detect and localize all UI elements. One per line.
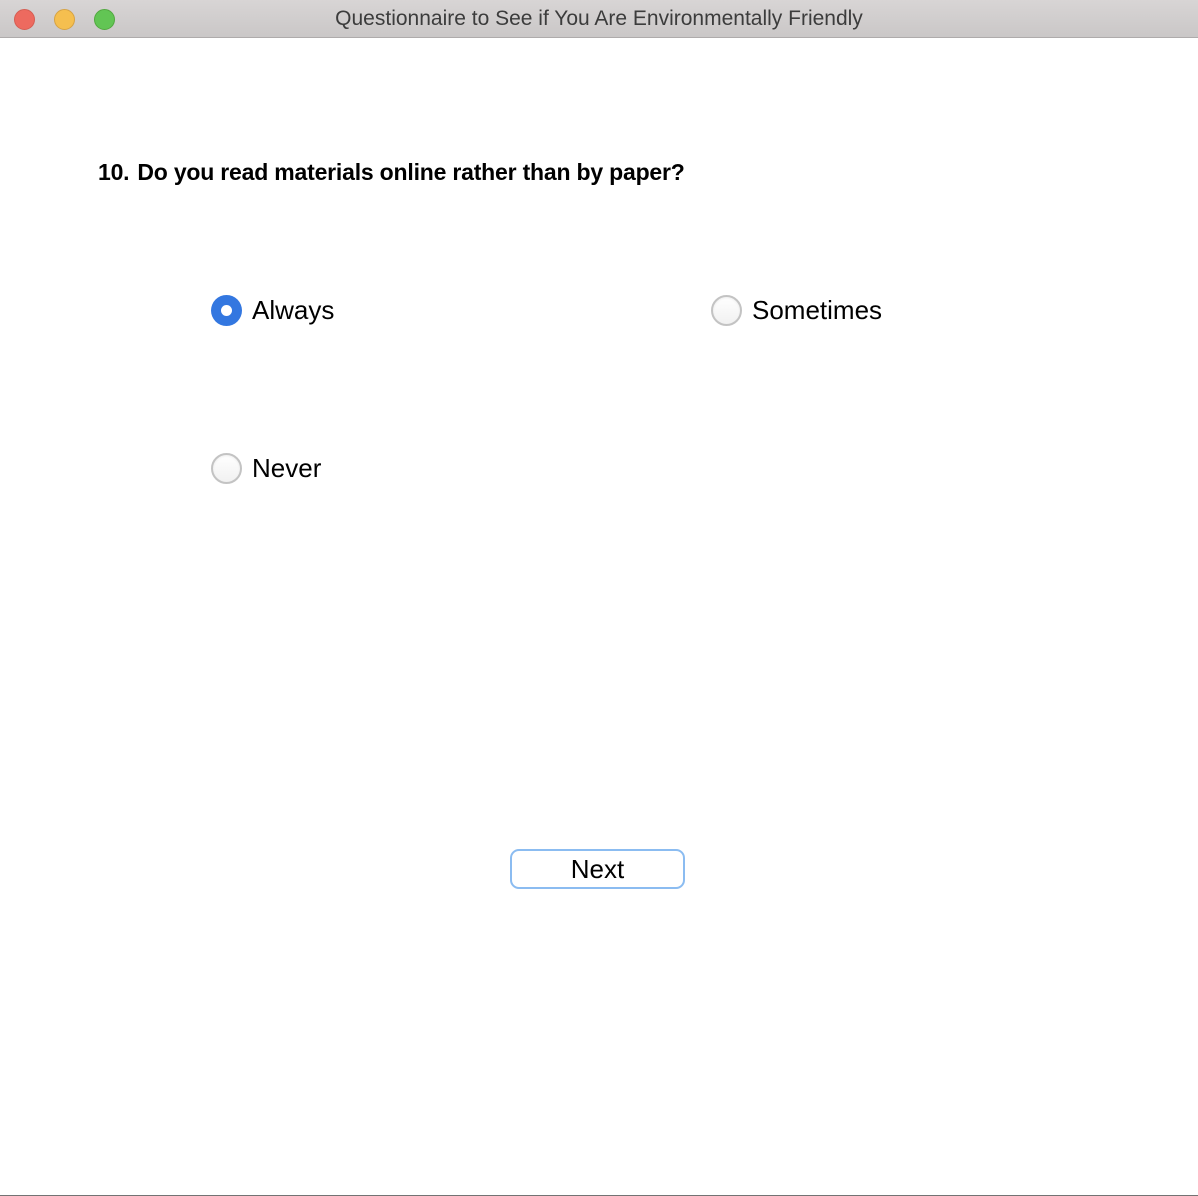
- radio-option-always[interactable]: [211, 295, 334, 326]
- window-title: Questionnaire to See if You Are Environmentally Friendly: [335, 7, 863, 30]
- option-label: Sometimes: [752, 295, 883, 325]
- question-text: [98, 159, 685, 186]
- radio-button-icon[interactable]: [711, 295, 742, 326]
- radio-button-icon[interactable]: [211, 295, 242, 326]
- radio-button-icon[interactable]: [211, 453, 242, 484]
- window-controls: [14, 0, 115, 38]
- option-label: Never: [252, 453, 322, 483]
- close-button[interactable]: [14, 9, 35, 30]
- option-label: Always: [252, 295, 335, 325]
- next-button[interactable]: Next: [510, 849, 685, 889]
- radio-option-sometimes[interactable]: [711, 295, 882, 326]
- title-bar: [0, 0, 1198, 38]
- zoom-button[interactable]: [94, 9, 115, 30]
- question-body: Do you read materials online rather than by paper?: [137, 159, 685, 185]
- minimize-button[interactable]: [54, 9, 75, 30]
- radio-dot-icon: [221, 305, 232, 316]
- radio-option-never[interactable]: [211, 453, 321, 484]
- question-number: 10.: [98, 159, 130, 185]
